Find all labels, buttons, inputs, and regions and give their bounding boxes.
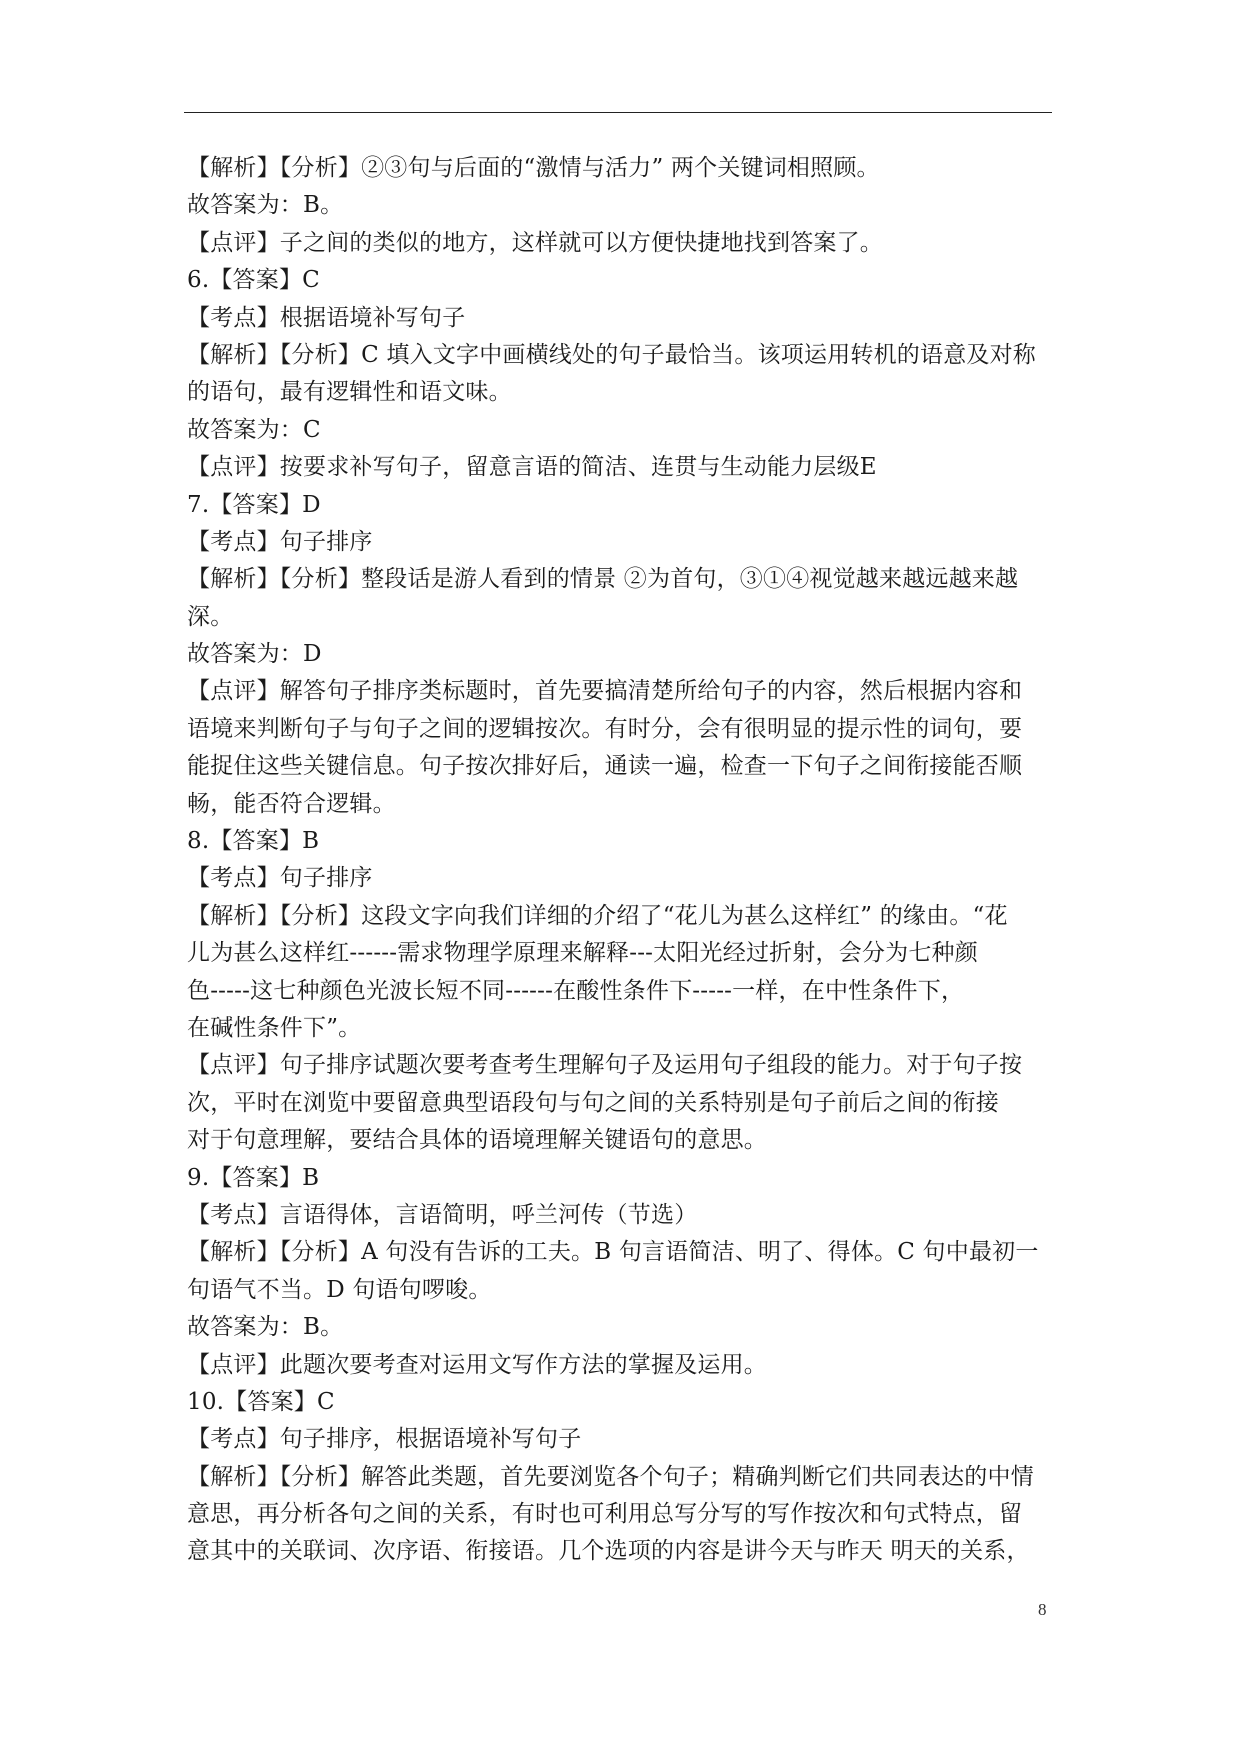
text-line: 能捉住这些关键信息。句子按次排好后，通读一遍，检查一下句子之间衔接能否顺 [187,753,1023,780]
text-line: 故答案为：D [187,641,322,668]
text-line: 故答案为：B。 [187,192,344,219]
text-line: 语境来判断句子与句子之间的逻辑按次。有时分，会有很明显的提示性的词句，要 [187,715,1023,742]
text-line: 儿为甚么这样红------需求物理学原理来解释---太阳光经过折射，会分为七种颜 [187,940,978,967]
text-line: 6.【答案】C [187,267,320,294]
text-line: 【考点】言语得体，言语简明，呼兰河传（节选） [187,1201,698,1228]
text-line: 【点评】解答句子排序类标题时，首先要搞清楚所给句子的内容，然后根据内容和 [187,678,1023,705]
text-line: 【点评】按要求补写句子，留意言语的简洁、连贯与生动能力层级E [187,454,877,481]
text-line: 【解析】【分析】解答此类题，首先要浏览各个句子；精确判断它们共同表达的中情 [187,1463,1034,1490]
header-rule [184,112,1052,113]
text-line: 【解析】【分析】A 句没有告诉的工夫。B 句言语简洁、明了、得体。C 句中最初一 [187,1239,1039,1266]
text-line: 畅，能否符合逻辑。 [187,790,396,817]
text-line: 【解析】【分析】②③句与后面的“激情与活力” 两个关键词相照顾。 [187,155,880,181]
text-line: 在碱性条件下”。 [187,1014,362,1041]
text-line: 【点评】此题次要考查对运用文写作方法的掌握及运用。 [187,1351,767,1378]
text-line: 【解析】【分析】这段文字向我们详细的介绍了“花儿为甚么这样红” 的缘由。“花 [187,902,1008,929]
text-line: 【考点】句子排序 [187,865,373,892]
text-line: 【考点】根据语境补写句子 [187,304,466,331]
text-line: 故答案为：B。 [187,1314,344,1341]
text-line: 【考点】句子排序 [187,528,373,555]
text-line: 次，平时在浏览中要留意典型语段句与句之间的关系特别是句子前后之间的衔接 [187,1089,999,1116]
text-line: 【点评】句子排序试题次要考查考生理解句子及运用句子组段的能力。对于句子按 [187,1052,1023,1079]
page-number: 8 [1038,1600,1047,1619]
text-line: 色-----这七种颜色光波长短不同------在酸性条件下-----一样，在中性条件下， [187,977,965,1004]
text-line: 故答案为：C [187,416,321,443]
text-line: 句语气不当。D 句语句啰唆。 [187,1276,492,1303]
text-line: 的语句，最有逻辑性和语文味。 [187,379,512,406]
text-line: 意其中的关联词、次序语、衔接语。几个选项的内容是讲今天与昨天 明天的关系， [187,1538,1030,1565]
document-body [187,150,1087,1571]
text-line: 8.【答案】B [187,828,320,855]
text-line: 10.【答案】C [187,1388,335,1415]
text-line: 【解析】【分析】整段话是游人看到的情景 ②为首句，③①④视觉越来越远越来越 [187,566,1019,593]
text-line: 意思，再分析各句之间的关系，有时也可利用总写分写的写作按次和句式特点，留 [187,1501,1023,1528]
text-line: 对于句意理解，要结合具体的语境理解关键语句的意思。 [187,1127,767,1154]
text-line: 深。 [187,603,234,630]
text-line: 【点评】子之间的类似的地方，这样就可以方便快捷地找到答案了。 [187,229,883,256]
text-line: 9.【答案】B [187,1164,320,1191]
text-line: 【解析】【分析】C 填入文字中画横线处的句子最恰当。该项运用转机的语意及对称 [187,341,1037,368]
text-line: 7.【答案】D [187,491,321,518]
text-line: 【考点】句子排序，根据语境补写句子 [187,1426,582,1453]
